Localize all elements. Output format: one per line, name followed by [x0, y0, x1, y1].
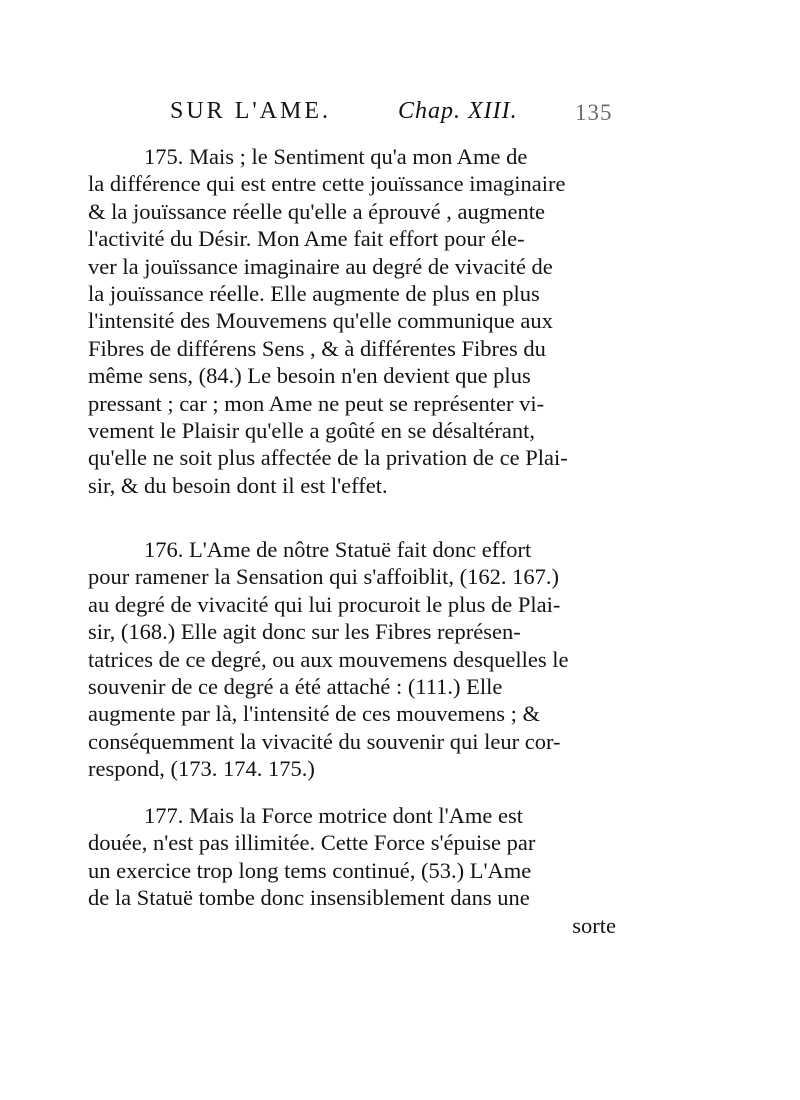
text-line: vement le Plaisir qu'elle a goûté en se désaltérant, — [88, 417, 536, 443]
text-line: augmente par là, l'intensité de ces mouvemens ; & — [88, 701, 541, 727]
catchword: sorte — [572, 912, 616, 938]
text-line: 177. Mais la Force motrice dont l'Ame est — [144, 803, 523, 828]
text-line: ver la jouïssance imaginaire au degré de vivacité de — [88, 253, 553, 279]
text-line: respond, (173. 174. 175.) — [88, 756, 315, 782]
text-line: un exercice trop long tems continué, (53.) L'Ame — [88, 857, 532, 883]
running-head-title: SUR L'AME. — [170, 98, 332, 124]
text-line: pour ramener la Sensation qui s'affoiblit, (162. 167.) — [88, 564, 560, 590]
running-head — [170, 98, 620, 132]
text-line: Fibres de différens Sens , & à différentes Fibres du — [88, 335, 546, 361]
text-line: douée, n'est pas illimitée. Cette Force s'épuise par — [88, 830, 536, 856]
page-number: 135 — [575, 100, 613, 125]
text-line: l'intensité des Mouvemens qu'elle communique aux — [88, 308, 553, 334]
paragraph-175 — [88, 143, 616, 499]
text-line: qu'elle ne soit plus affectée de la privation de ce Plai- — [88, 445, 568, 471]
text-line: souvenir de ce degré a été attaché : (111.) Elle — [88, 673, 503, 699]
text-line: conséquemment la vivacité du souvenir qui leur cor- — [88, 728, 561, 754]
text-line: sir, & du besoin dont il est l'effet. — [88, 472, 388, 498]
paragraph-177 — [88, 802, 616, 939]
text-line: la différence qui est entre cette jouïssance imaginaire — [88, 171, 566, 197]
text-line: de la Statuë tombe donc insensiblement dans une — [88, 885, 530, 911]
running-head-chapter: Chap. XIII. — [398, 98, 518, 124]
paragraph-176 — [88, 536, 616, 783]
text-line: la jouïssance réelle. Elle augmente de plus en plus — [88, 280, 540, 306]
text-line: l'activité du Désir. Mon Ame fait effort pour éle- — [88, 226, 525, 252]
text-line: 176. L'Ame de nôtre Statuë fait donc effort — [144, 537, 532, 562]
text-line: même sens, (84.) Le besoin n'en devient que plus — [88, 363, 531, 389]
text-line: pressant ; car ; mon Ame ne peut se représenter vi- — [88, 390, 545, 416]
text-line: 175. Mais ; le Sentiment qu'a mon Ame de — [144, 144, 528, 169]
text-line: tatrices de ce degré, ou aux mouvemens desquelles le — [88, 646, 569, 672]
text-line: sir, (168.) Elle agit donc sur les Fibres représen- — [88, 619, 521, 645]
text-line: & la jouïssance réelle qu'elle a éprouvé , augmente — [88, 198, 545, 224]
text-line: au degré de vivacité qui lui procuroit le plus de Plai- — [88, 591, 561, 617]
